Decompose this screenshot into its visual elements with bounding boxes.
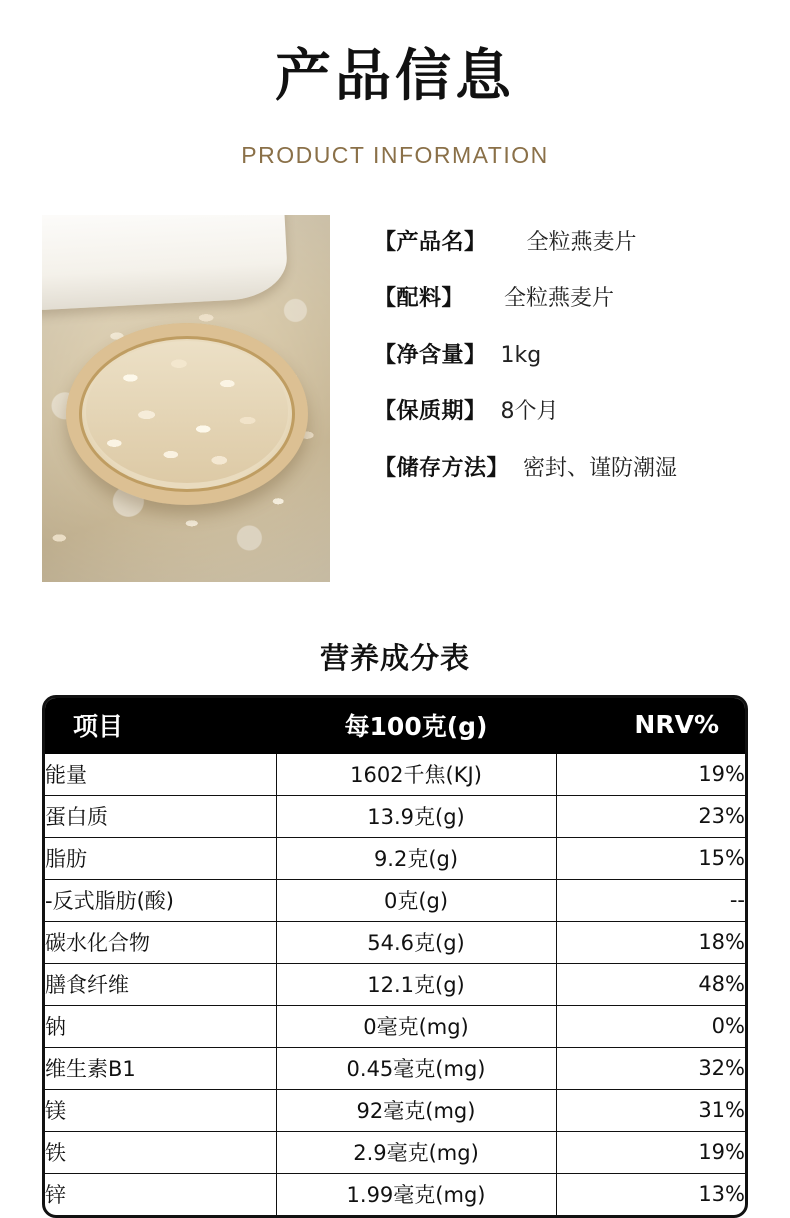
column-header-item: 项目 [45,698,276,754]
spec-row [374,342,748,370]
cell-per100: 9.2克(g) [276,837,556,879]
page-header [0,0,790,169]
column-header-nrv: NRV% [556,698,745,754]
table-row [45,1005,745,1047]
cell-nrv: 13% [698,1181,745,1206]
cell-per100: 1.99毫克(mg) [276,1173,556,1215]
spec-value-net-weight: 1kg [500,342,542,368]
table-row [45,879,745,921]
spec-value-product-name: 全粒燕麦片 [526,229,637,255]
spec-value-shelf-life: 8个月 [500,399,559,425]
cell-nrv: 0% [556,1005,745,1047]
cell-nrv: 15% [556,837,745,879]
cell-nrv: 23% [556,795,745,837]
spec-row [374,455,748,483]
nutrition-title: 营养成分表 [319,640,470,675]
cell-nrv: 48% [556,963,745,1005]
table-row [45,1089,745,1131]
cell-item: -反式脂肪(酸) [45,879,276,921]
nutrition-table [45,698,745,1215]
cell-item: 钠 [45,1005,276,1047]
spec-list [330,215,748,483]
cell-nrv: 31% [556,1089,745,1131]
cell-item: 铁 [45,1131,276,1173]
cell-per100: 13.9克(g) [276,795,556,837]
nutrition-table-body [45,754,745,1215]
cell-item: 膳食纤维 [45,963,276,1005]
cell-item: 脂肪 [45,837,276,879]
spec-label-ingredients: 【配料】 [374,286,465,312]
spec-label-net-weight: 【净含量】 [374,342,487,368]
table-row [45,837,745,879]
sieve-oats [86,341,288,483]
nutrition-table-head [45,698,745,754]
cell-nrv: 19% [556,1131,745,1173]
cell-per100: 1602千焦(KJ) [276,754,556,796]
cell-item: 镁 [45,1089,276,1131]
cell-item: 锌 [45,1173,276,1215]
cell-item: 碳水化合物 [45,921,276,963]
spec-value-ingredients: 全粒燕麦片 [504,286,615,312]
cell-per100: 12.1克(g) [276,963,556,1005]
cell-per100: 92毫克(mg) [276,1089,556,1131]
cell-per100: 54.6克(g) [276,921,556,963]
cell-nrv: 18% [556,921,745,963]
page-title: 产品信息 [275,44,515,109]
page-subtitle: PRODUCT INFORMATION [241,141,549,168]
cell-item: 维生素B1 [45,1047,276,1089]
spec-row [374,229,748,257]
bamboo-sieve [66,323,308,505]
table-row [45,795,745,837]
cell-per100: 2.9毫克(mg) [276,1131,556,1173]
product-photo [42,215,330,582]
table-row [45,1173,745,1215]
product-info-section [0,215,790,582]
spec-row [374,398,748,426]
cell-per100: 0毫克(mg) [276,1005,556,1047]
cell-nrv: 19% [556,754,745,796]
spec-label-shelf-life: 【保质期】 [374,399,487,425]
table-row [45,1131,745,1173]
spec-row [374,285,748,313]
cell-per100: 0克(g) [276,879,556,921]
table-row [45,1047,745,1089]
cell-nrv: 32% [556,1047,745,1089]
cell-item: 蛋白质 [45,795,276,837]
spec-label-storage: 【储存方法】 [374,455,510,481]
cell-per100: 0.45毫克(mg) [276,1047,556,1089]
table-row [45,921,745,963]
column-header-per100: 每100克(g) [276,698,556,754]
cell-nrv: -- [556,879,745,921]
table-header-row [45,698,745,754]
spec-label-product-name: 【产品名】 [374,229,487,255]
table-row [45,754,745,796]
cell-item: 能量 [45,754,276,796]
spec-value-storage: 密封、谨防潮湿 [523,455,678,481]
nutrition-table-wrapper [42,695,748,1218]
table-row [45,963,745,1005]
